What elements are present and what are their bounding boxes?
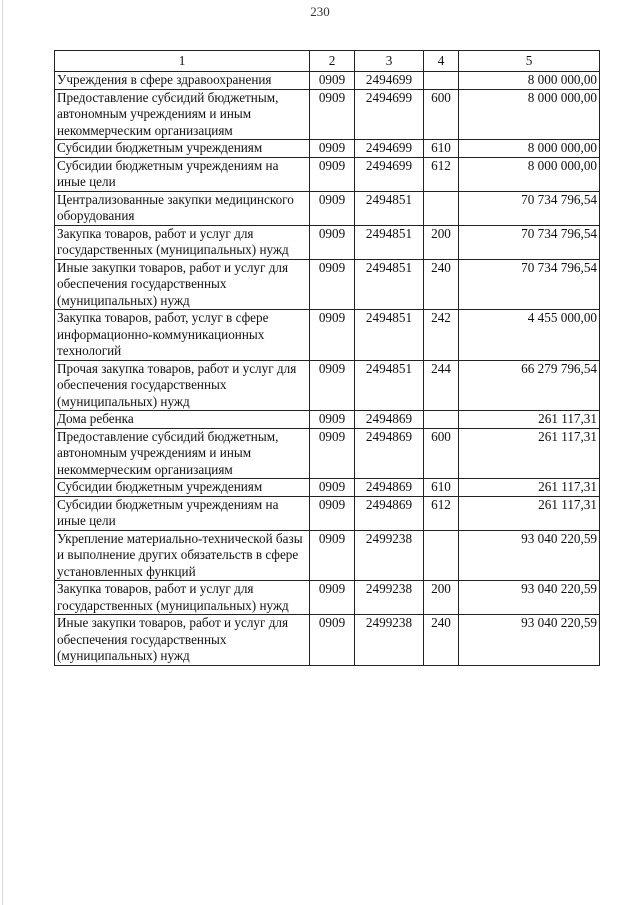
row-code: 2494851 [355, 259, 424, 310]
table-row [55, 259, 600, 310]
row-name: Иные закупки товаров, работ и услуг для обеспечения государственных (муниципальных) нужд [55, 259, 310, 310]
row-code: 2499238 [355, 615, 424, 666]
row-sum: 70 734 796,54 [459, 225, 600, 259]
row-type: 600 [424, 428, 459, 479]
header-col-3: 3 [355, 51, 424, 72]
table-row [55, 530, 600, 581]
row-section: 0909 [310, 72, 355, 90]
row-type: 612 [424, 157, 459, 191]
row-code: 2499238 [355, 581, 424, 615]
row-sum: 261 117,31 [459, 428, 600, 479]
row-type: 610 [424, 479, 459, 497]
row-sum: 70 734 796,54 [459, 191, 600, 225]
row-code: 2494869 [355, 496, 424, 530]
row-sum: 70 734 796,54 [459, 259, 600, 310]
row-sum: 8 000 000,00 [459, 140, 600, 158]
row-type [424, 72, 459, 90]
table-row [55, 140, 600, 158]
table-row [55, 411, 600, 429]
row-name: Дома ребенка [55, 411, 310, 429]
table-row [55, 615, 600, 666]
row-type [424, 530, 459, 581]
row-sum: 8 000 000,00 [459, 157, 600, 191]
row-name: Иные закупки товаров, работ и услуг для обеспечения государственных (муниципальных) нужд [55, 615, 310, 666]
row-code: 2494699 [355, 72, 424, 90]
header-col-1: 1 [55, 51, 310, 72]
row-code: 2494699 [355, 140, 424, 158]
scan-edge [2, 0, 3, 905]
table-row [55, 310, 600, 361]
row-code: 2494851 [355, 225, 424, 259]
budget-table [54, 50, 600, 666]
row-code: 2499238 [355, 530, 424, 581]
row-section: 0909 [310, 581, 355, 615]
row-name: Укрепление материально-технической базы и выполнение других обязательств в сфере установленных функций [55, 530, 310, 581]
header-col-2: 2 [310, 51, 355, 72]
row-sum: 8 000 000,00 [459, 89, 600, 140]
table-row [55, 581, 600, 615]
table-body [55, 72, 600, 666]
row-type: 242 [424, 310, 459, 361]
row-code: 2494869 [355, 479, 424, 497]
header-row [55, 51, 600, 72]
row-section: 0909 [310, 89, 355, 140]
row-section: 0909 [310, 140, 355, 158]
row-code: 2494699 [355, 157, 424, 191]
row-sum: 93 040 220,59 [459, 615, 600, 666]
row-name: Централизованные закупки медицинского оборудования [55, 191, 310, 225]
row-name: Субсидии бюджетным учреждениям [55, 140, 310, 158]
table-row [55, 225, 600, 259]
row-type: 240 [424, 259, 459, 310]
row-sum: 261 117,31 [459, 411, 600, 429]
row-section: 0909 [310, 411, 355, 429]
row-name: Закупка товаров, работ и услуг для государственных (муниципальных) нужд [55, 225, 310, 259]
row-type [424, 191, 459, 225]
row-sum: 8 000 000,00 [459, 72, 600, 90]
row-sum: 66 279 796,54 [459, 360, 600, 411]
row-code: 2494851 [355, 310, 424, 361]
row-code: 2494699 [355, 89, 424, 140]
row-type: 200 [424, 225, 459, 259]
row-sum: 93 040 220,59 [459, 581, 600, 615]
row-section: 0909 [310, 360, 355, 411]
page-number: 230 [310, 4, 330, 19]
row-name: Предоставление субсидий бюджетным, автономным учреждениям и иным некоммерческим организациям [55, 428, 310, 479]
row-code: 2494869 [355, 411, 424, 429]
table-row [55, 428, 600, 479]
row-name: Закупка товаров, работ и услуг для государственных (муниципальных) нужд [55, 581, 310, 615]
row-section: 0909 [310, 259, 355, 310]
row-sum: 261 117,31 [459, 496, 600, 530]
table-row [55, 479, 600, 497]
row-type: 200 [424, 581, 459, 615]
row-section: 0909 [310, 310, 355, 361]
header-col-5: 5 [459, 51, 600, 72]
row-section: 0909 [310, 496, 355, 530]
row-section: 0909 [310, 615, 355, 666]
row-code: 2494851 [355, 360, 424, 411]
row-name: Субсидии бюджетным учреждениям [55, 479, 310, 497]
table-row [55, 496, 600, 530]
row-code: 2494851 [355, 191, 424, 225]
table-row [55, 360, 600, 411]
table-row [55, 191, 600, 225]
header-col-4: 4 [424, 51, 459, 72]
row-section: 0909 [310, 191, 355, 225]
row-sum: 93 040 220,59 [459, 530, 600, 581]
row-name: Субсидии бюджетным учреждениям на иные цели [55, 157, 310, 191]
row-section: 0909 [310, 428, 355, 479]
row-sum: 4 455 000,00 [459, 310, 600, 361]
row-type: 244 [424, 360, 459, 411]
row-type [424, 411, 459, 429]
table-header [55, 51, 600, 72]
row-name: Учреждения в сфере здравоохранения [55, 72, 310, 90]
row-code: 2494869 [355, 428, 424, 479]
row-sum: 261 117,31 [459, 479, 600, 497]
row-name: Субсидии бюджетным учреждениям на иные цели [55, 496, 310, 530]
row-type: 600 [424, 89, 459, 140]
row-name: Закупка товаров, работ, услуг в сфере информационно-коммуникационных технологий [55, 310, 310, 361]
row-section: 0909 [310, 225, 355, 259]
row-name: Прочая закупка товаров, работ и услуг для обеспечения государственных (муниципальных) нужд [55, 360, 310, 411]
row-type: 240 [424, 615, 459, 666]
table-row [55, 89, 600, 140]
table-row [55, 157, 600, 191]
row-section: 0909 [310, 157, 355, 191]
row-name: Предоставление субсидий бюджетным, автономным учреждениям и иным некоммерческим организациям [55, 89, 310, 140]
row-type: 610 [424, 140, 459, 158]
row-section: 0909 [310, 479, 355, 497]
table-row [55, 72, 600, 90]
row-type: 612 [424, 496, 459, 530]
row-section: 0909 [310, 530, 355, 581]
